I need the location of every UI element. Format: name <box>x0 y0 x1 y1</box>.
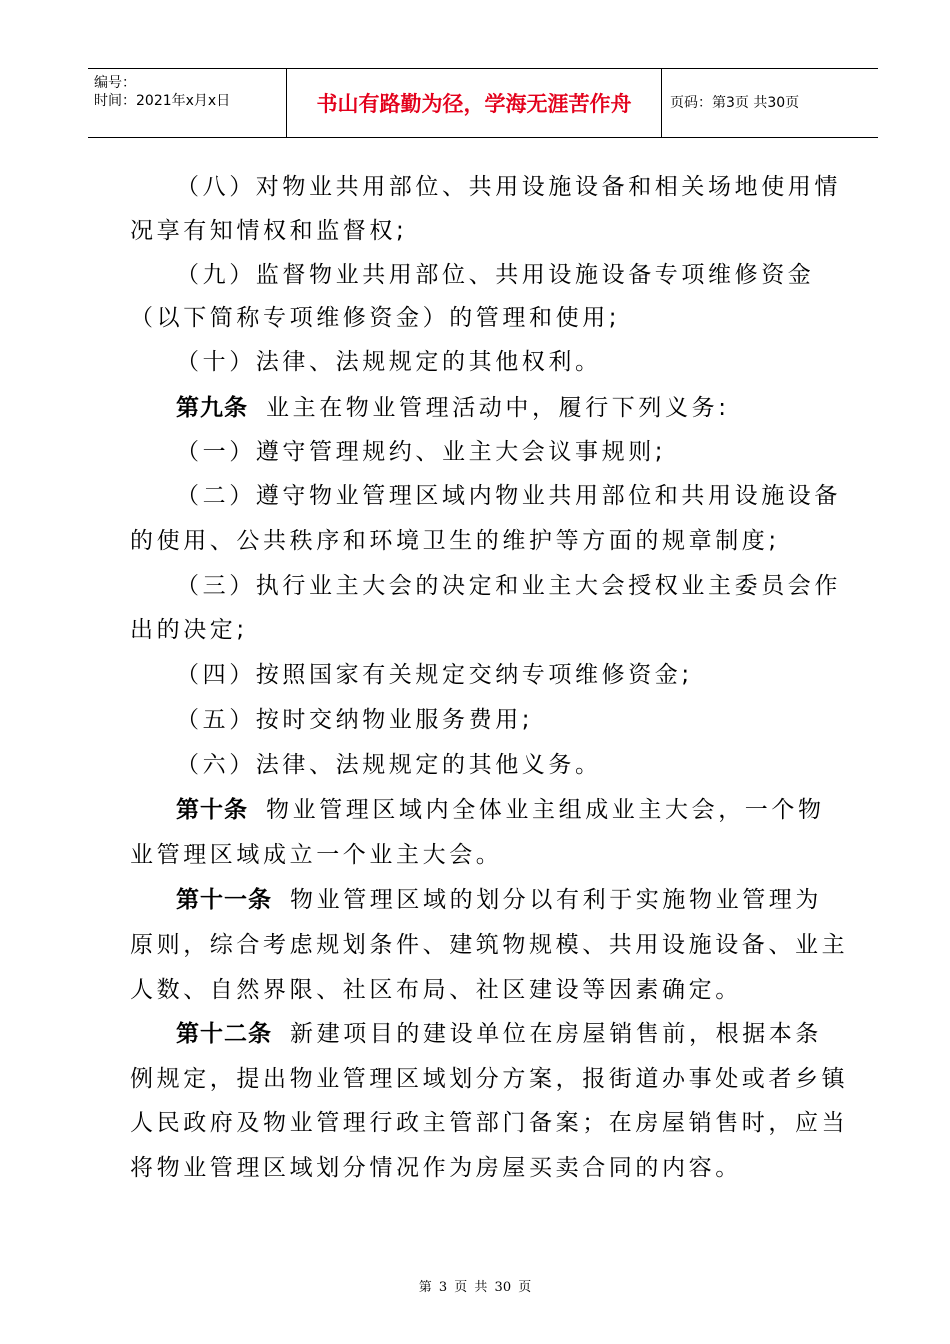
text-line: （八）对物业共用部位、共用设施设备和相关场地使用情 <box>176 174 841 200</box>
text-line: （六）法律、法规规定的其他义务。 <box>176 752 602 778</box>
document-header <box>88 68 878 138</box>
header-motto-cell <box>287 69 662 137</box>
motto: 书山有路勤为径，学海无涯苦作舟 <box>316 92 632 116</box>
header-page-cell <box>662 69 878 137</box>
article-text: 新建项目的建设单位在房屋销售前，根据本条 <box>290 1021 822 1047</box>
article-11 <box>176 885 822 915</box>
serial-number-label: 编号： <box>94 75 136 91</box>
page-footer: 第 3 页 共 30 页 <box>418 1280 532 1295</box>
text-line: 例规定，提出物业管理区域划分方案，报街道办事处或者乡镇 <box>130 1066 849 1092</box>
date-label: 时间：2021年x月x日 <box>94 93 231 109</box>
text-line: 的使用、公共秩序和环境卫生的维护等方面的规章制度; <box>130 528 780 554</box>
article-title: 第十条 <box>176 797 248 823</box>
header-meta-cell <box>88 69 287 137</box>
article-10 <box>176 795 825 825</box>
text-line: （三）执行业主大会的决定和业主大会授权业主委员会作 <box>176 573 841 599</box>
text-line: （十）法律、法规规定的其他权利。 <box>176 349 602 375</box>
text-line: 将物业管理区域划分情况作为房屋买卖合同的内容。 <box>130 1155 742 1181</box>
page-code: 页码：第3页 共30页 <box>670 95 800 111</box>
text-line: 原则，综合考虑规划条件、建筑物规模、共用设施设备、业主 <box>130 932 849 958</box>
article-title: 第十一条 <box>176 887 272 913</box>
article-text: 物业管理区域内全体业主组成业主大会，一个物 <box>266 797 825 823</box>
text-line: （九）监督物业共用部位、共用设施设备专项维修资金 <box>176 262 815 288</box>
article-12 <box>176 1019 822 1049</box>
text-line: （五）按时交纳物业服务费用; <box>176 707 534 733</box>
text-line: 业管理区域成立一个业主大会。 <box>130 842 503 868</box>
text-line: （二）遵守物业管理区域内物业共用部位和共用设施设备 <box>176 483 841 509</box>
text-line: 人民政府及物业管理行政主管部门备案；在房屋销售时，应当 <box>130 1110 849 1136</box>
article-text: 物业管理区域的划分以有利于实施物业管理为 <box>290 887 822 913</box>
text-line: 况享有知情权和监督权; <box>130 218 408 244</box>
text-line: 人数、自然界限、社区布局、社区建设等因素确定。 <box>130 977 742 1003</box>
article-title: 第十二条 <box>176 1021 272 1047</box>
text-line: （一）遵守管理规约、业主大会议事规则; <box>176 439 667 465</box>
text-line: （四）按照国家有关规定交纳专项维修资金; <box>176 662 693 688</box>
text-line: 出的决定; <box>130 617 248 643</box>
article-title: 第九条 <box>176 395 248 421</box>
article-9 <box>176 393 730 423</box>
article-text: 业主在物业管理活动中，履行下列义务: <box>266 395 730 421</box>
text-line: （以下简称专项维修资金）的管理和使用; <box>130 305 621 331</box>
